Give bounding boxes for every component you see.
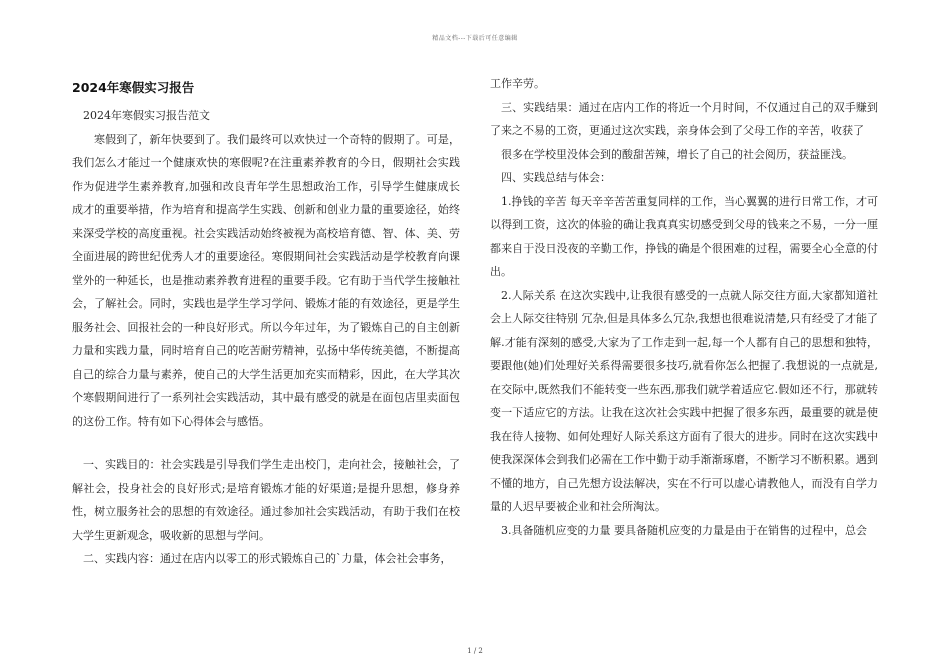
spacer <box>72 433 460 453</box>
page-number: 1 / 2 <box>467 647 483 655</box>
paragraph-content: 二、实践内容：通过在店内以零工的形式锻炼自己的`力量，体会社会事务， <box>83 552 452 565</box>
paragraph-relations: 2.人际关系 在这次实践中,让我很有感受的一点就人际交往方面,大家都知道社会上人际交往特别 冗杂,但是具体多么冗杂,我想也很难说清楚,只有经受了才能了解.才能有深刻的感受,大家为了工作走到一起,每一个人都有自己的思想和独特，要跟他(她)们处理好关系得需要很多技巧,就看你怎么把握了.我想说的一点就是,在交际中,既然我们不能转变一些东西,那我们就学着适应它.假如还不行，那就转变一下适应它的方法。让我在这次社会实践中把握了很多东西，最重要的就是使我在待人接物、如何处理好人际关系这方面有了很大的进步。同时在这次实践中使我深深体会到我们必需在工作中勤于动手渐渐琢磨，不断学习不断积累。遇到不懂的地方，自己先想方设法解决，实在不行可以虚心请教他人，而没有自学力量的人迟早要被企业和社会所淘汰。 <box>490 288 878 513</box>
paragraph-continued: 工作辛劳。 <box>490 77 545 90</box>
paragraph-intro: 寒假到了，新年快要到了。我们最终可以欢快过一个奇特的假期了。可是，我们怎么才能过一个健康欢快的寒假呢?在注重素养教育的今日，假期社会实践作为促进学生素养教育,加强和改良青年学生思想政治工作，引导学生健康成长成才的重要举措，作为培育和提高学生实践、创新和创业力量的重要途径，始终来深受学校的高度重视。社会实践活动始终被视为高校培育德、智、体、美、劳全面进展的跨世纪优秀人才的重要途径。寒假期间社会实践活动是学校教育向课堂外的一种延长，也是推动素养教育进程的重要手段。它有助于当代学生接触社会，了解社会。同时，实践也是学生学习学问、锻炼才能的有效途径，更是学生服务社会、回报社会的一种良好形式。所以今年过年，为了锻炼自己的自主创新力量和实践力量，同时培育自己的吃苦耐劳精神，弘扬中华传统美德，不断提高自己的综合力量与素养，使自己的大学生活更加充实而精彩，因此，在大学其次个寒假期间进行了一系列社会实践活动，其中最有感受的就是在面包店里卖面包的这份工作。特有如下心得体会与感悟。 <box>72 132 460 428</box>
header-note: 精品文档---下载后可任意编辑 <box>432 35 518 42</box>
paragraph-purpose: 一、实践目的：社会实践是引导我们学生走出校门，走向社会，接触社会，了解社会，投身社会的良好形式;是培育锻炼才能的好渠道;是提升思想，修身养性，树立服务社会的思想的有效途径。通过参加社会实践活动，有助于我们在校大学生更新观念，吸收新的思想与学问。 <box>72 458 460 542</box>
subtitle: 2024年寒假实习报告范文 <box>83 109 210 122</box>
left-column <box>72 72 460 571</box>
paragraph-results-cont: 很多在学校里没体会到的酸甜苦辣，增长了自己的社会阅历，获益匪浅。 <box>501 147 853 161</box>
paragraph-earning: 1.挣钱的辛苦 每天辛辛苦苦重复同样的工作，当心翼翼的进行日常工作，才可以得到工资，这次的体验的确让我真真实切感受到父母的钱来之不易，一分一厘都来自于没日没夜的辛勤工作，挣钱的确是个很困难的过程，需要全心全意的付出。 <box>490 194 878 278</box>
section-summary-heading: 四、实践总结与体会： <box>501 171 611 184</box>
paragraph-results: 三、实践结果：通过在店内工作的将近一个月时间，不仅通过自己的双手赚到了来之不易的工资，更通过这次实践，亲身体会到了父母工作的辛苦，收获了 <box>490 100 878 137</box>
document-title: 2024年寒假实习报告 <box>72 80 195 95</box>
right-column <box>490 72 878 542</box>
paragraph-adaptability: 3.具备随机应变的力量 要具备随机应变的力量是由于在销售的过程中，总会 <box>501 523 867 537</box>
